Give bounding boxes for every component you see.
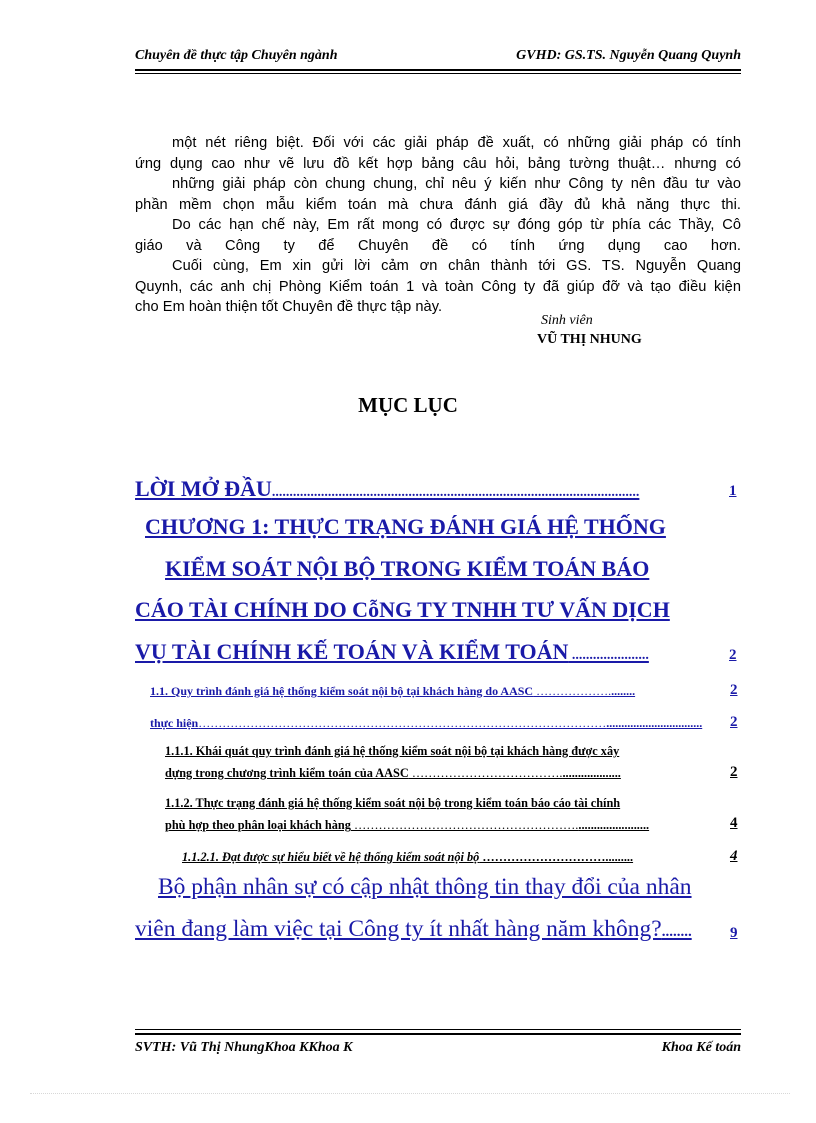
header-advisor: GVHD: GS.TS. Nguyễn Quang Quynh: [516, 48, 741, 63]
footer-rule-thin: [135, 1029, 741, 1030]
toc-entry-label: viên đang làm việc tại Công ty ít nhất hàng năm không?: [135, 916, 662, 942]
footer-student: SVTH: Vũ Thị NhungKhoa KKhoa K: [135, 1040, 353, 1055]
toc-entry-label: 1.1. Quy trình đánh giá hệ thống kiểm soát nội bộ tại khách hàng do AASC: [150, 684, 534, 698]
toc-entry-section-1-1-2-1[interactable]: 1.1.2.1. Đạt được sự hiểu biết về hệ thống kiểm soát nội bộ ………………………….........: [182, 850, 634, 864]
toc-entry-section-1-1-1[interactable]: 1.1.1. Khái quát quy trình đánh giá hệ thống kiểm soát nội bộ tại khách hàng được xây: [165, 744, 620, 758]
toc-entry-chapter-1-line[interactable]: CHƯƠNG 1: THỰC TRẠNG ĐÁNH GIÁ HỆ THỐNG: [145, 514, 666, 539]
body-text: [135, 133, 741, 318]
toc-entry-label: thực hiện: [150, 716, 199, 730]
toc-page-number: 4: [730, 815, 738, 831]
toc-entry-section-1-1-2-cont[interactable]: phù hợp theo phân loại khách hàng ………………………………………………........................: [165, 818, 650, 832]
toc-entry-chapter-1-line[interactable]: KIỂM SOÁT NỘI BỘ TRONG KIỂM TOÁN BÁO: [165, 556, 650, 581]
toc-entry-section-1-1-1-cont[interactable]: dựng trong chương trình kiểm toán của AASC ………………………………....................: [165, 766, 621, 780]
body-line: phần mềm chọn mẫu kiểm toán mà chưa đánh giá đầy đủ khả năng thực thi.: [135, 196, 741, 213]
body-line: Do các hạn chế này, Em rất mong có được sự đóng góp từ phía các Thầy, Cô: [172, 217, 741, 233]
toc-page-number: 2: [730, 764, 738, 780]
toc-entry-section-1-1-2[interactable]: 1.1.2. Thực trạng đánh giá hệ thống kiểm soát nội bộ trong kiểm toán báo cáo tài chính: [165, 796, 621, 810]
toc-entry-chapter-1-line[interactable]: CÁO TÀI CHÍNH DO CỗNG TY TNHH TƯ VẤN DỊCH: [135, 597, 670, 622]
toc-entry-section-1-1-cont[interactable]: thực hiện…………………………………………………………………………………………................................: [150, 716, 703, 730]
body-line: ứng dụng cao như vẽ lưu đồ kết hợp bảng câu hỏi, bảng tường thuật… nhưng có: [135, 155, 741, 172]
toc-entry-question[interactable]: Bộ phận nhân sự có cập nhật thông tin thay đổi của nhân: [158, 874, 692, 900]
signature-name: VŨ THỊ NHUNG: [537, 332, 642, 347]
body-line: một nét riêng biệt. Đối với các giải pháp đề xuất, có những giải pháp có tính: [172, 135, 741, 151]
footer-rule: [135, 1033, 741, 1035]
toc-entry-label: VỤ TÀI CHÍNH KẾ TOÁN VÀ KIỂM TOÁN: [135, 639, 569, 664]
toc-entry-question-cont[interactable]: viên đang làm việc tại Công ty ít nhất hàng năm không?........: [135, 916, 692, 942]
header-rule: [135, 69, 741, 71]
toc-entry-label: dựng trong chương trình kiểm toán của AASC: [165, 766, 409, 780]
toc-page-number: 4: [730, 848, 738, 864]
toc-entry-chapter-1-line[interactable]: VỤ TÀI CHÍNH KẾ TOÁN VÀ KIỂM TOÁN ......................: [135, 639, 649, 664]
body-line: cho Em hoàn thiện tốt Chuyên đề thực tập này.: [135, 299, 443, 315]
body-line: những giải pháp còn chung chung, chỉ nêu ý kiến như Công ty nên đầu tư vào: [172, 176, 741, 192]
toc-entry-label: phù hợp theo phân loại khách hàng: [165, 818, 351, 832]
body-line: Cuối cùng, Em xin gửi lời cảm ơn chân thành tới GS. TS. Nguyễn Quang: [172, 258, 741, 274]
toc-page-number: 9: [730, 925, 738, 941]
toc-entry-section-1-1[interactable]: 1.1. Quy trình đánh giá hệ thống kiểm soát nội bộ tại khách hàng do AASC ……………….........: [150, 684, 636, 698]
toc-title: MỤC LỤC: [358, 393, 458, 417]
toc-entry-label: LỜI MỞ ĐẦU: [135, 476, 272, 501]
toc-page-number: 2: [729, 647, 737, 663]
toc-page-number: 2: [730, 714, 738, 730]
footer-department: Khoa Kế toán: [661, 1040, 741, 1055]
header-rule-thin: [135, 73, 741, 74]
toc-page-number: 1: [729, 483, 737, 499]
toc-entry-label: 1.1.2.1. Đạt được sự hiểu biết về hệ thống kiểm soát nội bộ: [182, 850, 480, 864]
body-line: Quynh, các anh chị Phòng Kiểm toán 1 và toàn Công ty đã giúp đỡ và tạo điều kiện: [135, 278, 741, 295]
body-line: giáo và Công ty để Chuyên đề có tính ứng dụng cao hơn.: [135, 237, 741, 254]
signature-role: Sinh viên: [541, 313, 593, 328]
header-course-title: Chuyên đề thực tập Chuyên ngành: [135, 48, 338, 63]
toc-entry-intro[interactable]: LỜI MỞ ĐẦU.........................................................................................................: [135, 476, 640, 501]
toc-page-number: 2: [730, 682, 738, 698]
page-header: [135, 48, 741, 68]
page-boundary-line: [30, 1093, 790, 1094]
